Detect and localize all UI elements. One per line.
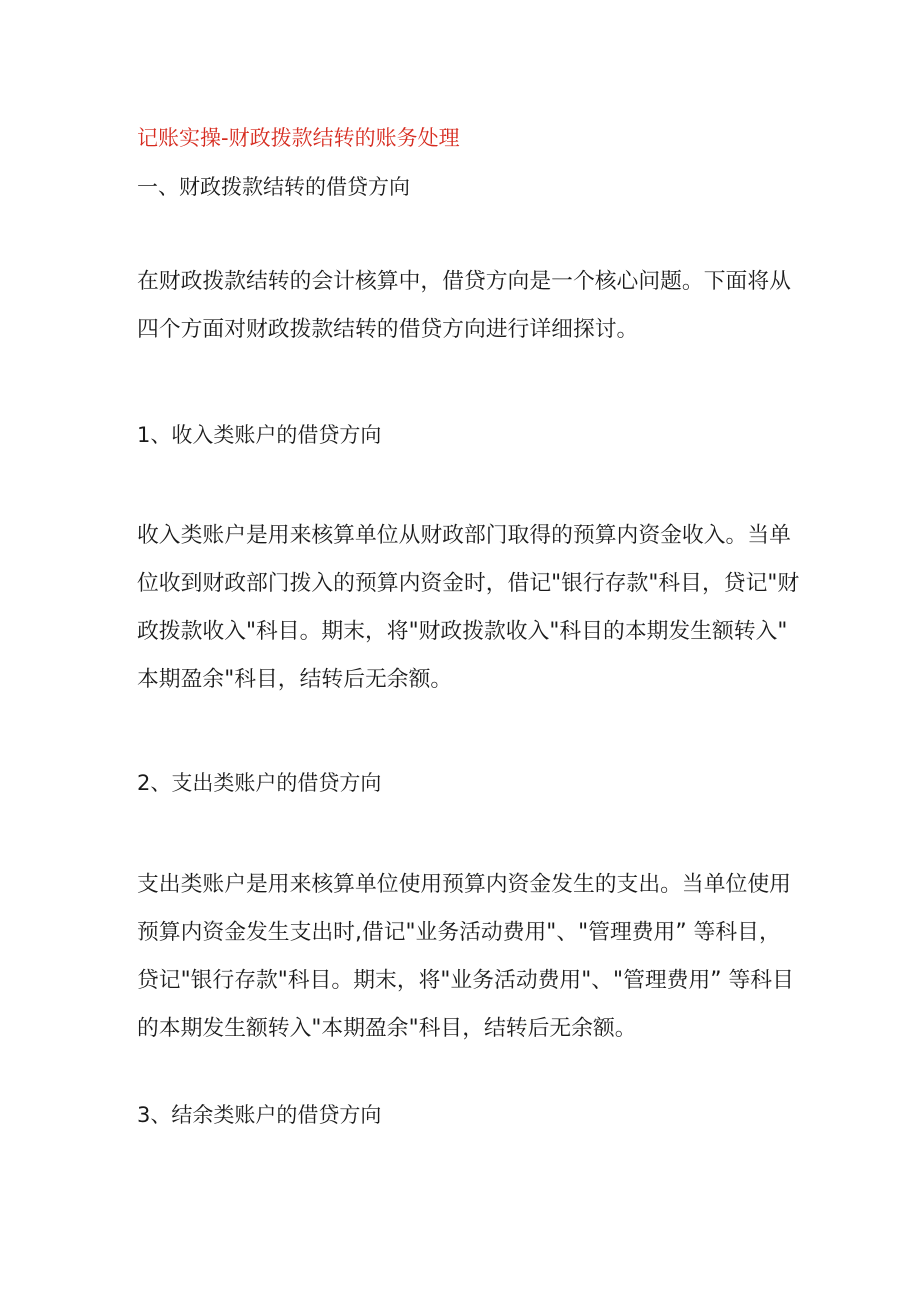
paragraph-line: 政拨款收入"科目。期末，将"财政拨款收入"科目的本期发生额转入" xyxy=(137,619,788,644)
document-title: 记账实操-财政拨款结转的账务处理 xyxy=(137,126,460,150)
paragraph-line: 支出类账户是用来核算单位使用预算内资金发生的支出。当单位使用 xyxy=(137,872,791,897)
paragraph-line: 的本期发生额转入"本期盈余"科目，结转后无余额。 xyxy=(137,1016,637,1041)
paragraph-line: 预算内资金发生支出时,借记"业务活动费用"、"管理费用” 等科目， xyxy=(137,920,781,945)
paragraph-line: 贷记"银行存款"科目。期末，将"业务活动费用"、"管理费用” 等科目 xyxy=(137,968,794,993)
subsection-heading-1: 1、收入类账户的借贷方向 xyxy=(137,423,382,447)
paragraph-line: 位收到财政部门拨入的预算内资金时，借记"银行存款"科目，贷记"财 xyxy=(137,571,800,596)
subsection-heading-3: 3、结余类账户的借贷方向 xyxy=(137,1103,382,1127)
paragraph-line: 收入类账户是用来核算单位从财政部门取得的预算内资金收入。当单 xyxy=(137,523,791,548)
subsection-heading-2: 2、支出类账户的借贷方向 xyxy=(137,771,382,795)
paragraph-line: 在财政拨款结转的会计核算中，借贷方向是一个核心问题。下面将从 xyxy=(137,269,791,294)
paragraph-line: 四个方面对财政拨款结转的借贷方向进行详细探讨。 xyxy=(137,317,639,342)
section-heading: 一、财政拨款结转的借贷方向 xyxy=(137,175,410,199)
paragraph-line: 本期盈余"科目，结转后无余额。 xyxy=(137,667,453,692)
